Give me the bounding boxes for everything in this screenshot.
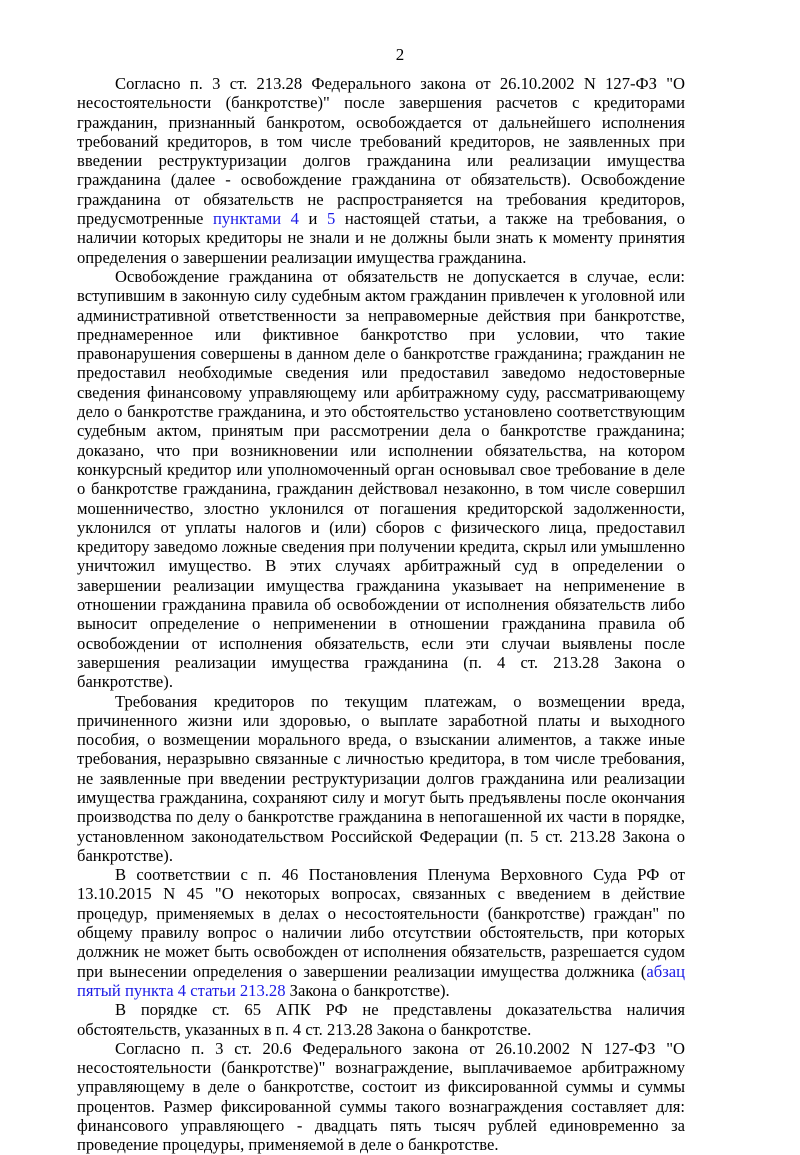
paragraph-text: Требования кредиторов по текущим платежам, о возмещении вреда, причиненного жизни или здоровью, о выплате заработной платы и выходного пособия, о возмещении морального вреда, о взыскании алиментов, а также иные требования, неразрывно связанные с личностью кредитора, в том числе требования, не заявленные при введении реструктуризации долгов гражданина или реализации имущества гражданина, сохраняют силу и могут быть предъявлены после окончания производства по делу о банкротстве гражданина в непогашенной их части в порядке, установленном законодательством Российской Федерации (п. 5 ст. 213.28 Закона о банкротстве). <box>77 691 685 865</box>
page-number: 2 <box>395 45 405 64</box>
paragraph <box>77 692 685 866</box>
paragraph <box>77 267 685 692</box>
paragraph <box>77 865 685 1000</box>
document-body <box>77 74 685 1155</box>
paragraph-text: В порядке ст. 65 АПК РФ не представлены доказательства наличия обстоятельств, указанных в п. 4 ст. 213.28 Закона о банкротстве. <box>77 1000 685 1039</box>
paragraph-text: В соответствии с п. 46 Постановления Пленума Верховного Суда РФ от 13.10.2015 N 45 "О некоторых вопросах, связанных с введением в действие процедур, применяемых в делах о несостоятельности (банкротстве) граждан" по общему правилу вопрос о наличии либо отсутствии обстоятельств, при которых должник не может быть освобожден от исполнения обязательств, разрешается судом при вынесении определения о завершении реализации имущества должника ( <box>77 865 685 981</box>
paragraph-text: Освобождение гражданина от обязательств не допускается в случае, если: вступившим в законную силу судебным актом гражданин привлечен к уголовной или административной ответственности за неправомерные действия при банкротстве, преднамеренное или фиктивное банкротство при условии, что такие правонарушения совершены в данном деле о банкротстве гражданина; гражданин не предоставил необходимые сведения или предоставил заведомо недостоверные сведения финансовому управляющему или арбитражному суду, рассматривающему дело о банкротстве гражданина, и это обстоятельство установлено соответствующим судебным актом, принятым при рассмотрении дела о банкротстве гражданина; доказано, что при возникновении или исполнении обязательства, на котором конкурсный кредитор или уполномоченный орган основывал свое требование в деле о банкротстве гражданина, гражданин действовал незаконно, в том числе совершил мошенничество, злостно уклонился от погашения кредиторской задолженности, уклонился от уплаты налогов и (или) сборов с физического лица, предоставил кредитору заведомо ложные сведения при получении кредита, скрыл или умышленно уничтожил имущество. В этих случаях арбитражный суд в определении о завершении реализации имущества гражданина указывает на неприменение в отношении гражданина правила об освобождении от исполнения обязательств либо выносит определение о неприменении в отношении гражданина правила об освобождении от исполнения обязательств, если эти случаи выявлены после завершения реализации имущества гражданина (п. 4 ст. 213.28 Закона о банкротстве). <box>77 266 685 692</box>
paragraph <box>77 74 685 267</box>
paragraph-text: настоящей статьи, а также на требования, о наличии которых кредиторы не знали и не должны были знать к моменту принятия определения о завершении реализации имущества гражданина. <box>77 209 686 267</box>
paragraph <box>77 1039 685 1155</box>
paragraph-text: Согласно п. 3 ст. 20.6 Федерального закона от 26.10.2002 N 127-ФЗ "О несостоятельности (банкротстве)" вознаграждение, выплачиваемое арбитражному управляющему в деле о банкротстве, состоит из фиксированной суммы и суммы процентов. Размер фиксированной суммы такого вознаграждения составляет для: финансового управляющего - двадцать пять тысяч рублей единовременно за проведение процедуры, применяемой в деле о банкротстве. <box>77 1038 685 1155</box>
paragraph-text: Согласно п. 3 ст. 213.28 Федерального закона от 26.10.2002 N 127-ФЗ "О несостоятельности (банкротстве)" после завершения расчетов с кредиторами гражданин, признанный банкротом, освобождается от дальнейшего исполнения требований кредиторов, в том числе требований кредиторов, не заявленных при введении реструктуризации долгов гражданина или реализации имущества гражданина (далее - освобождение гражданина от обязательств). Освобождение гражданина от обязательств не распространяется на требования кредиторов, предусмотренные <box>77 74 685 229</box>
paragraph-text: и <box>298 209 328 229</box>
paragraph <box>77 1000 685 1039</box>
paragraph-text: Закона о банкротстве). <box>285 980 450 1000</box>
legal-reference-link[interactable]: 5 <box>327 209 336 229</box>
legal-reference-link[interactable]: пунктами 4 <box>212 209 299 229</box>
legal-reference-link[interactable]: абзац пятый пункта 4 статьи 213.28 <box>77 961 685 1000</box>
